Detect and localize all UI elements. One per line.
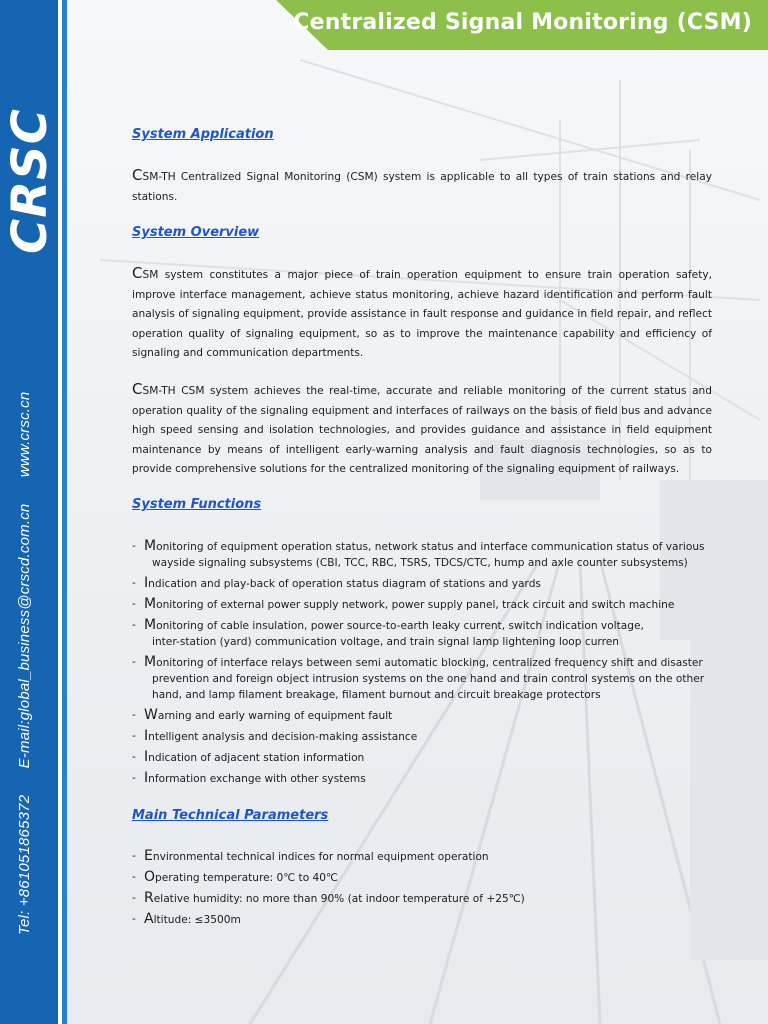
paragraph-text: SM-TH Centralized Signal Monitoring (CSM) system is applicable to all types of train stations and relay stations. xyxy=(132,171,712,203)
drop-cap: I xyxy=(144,575,149,591)
list-item-text: onitoring of cable insulation, power source-to-earth leaky current, switch indication voltage, xyxy=(156,620,644,632)
drop-cap: M xyxy=(144,617,157,633)
functions-list xyxy=(132,538,712,791)
list-item-text: ntelligent analysis and decision-making assistance xyxy=(148,731,418,743)
paragraph-text: SM system constitutes a major piece of train operation equipment to ensure train operation safety, improve interface management, achieve status monitoring, achieve hazard identification and perform fault analysis of signaling equipment, provide assistance in fault response and guidance in field repair, and reflect operation quality of signaling equipment, so as to improve the maintenance capability and efficiency of signaling and communication departments. xyxy=(132,269,712,359)
list-item: - Operating temperature: 0℃ to 40℃ xyxy=(132,869,338,885)
list-item: - Monitoring of cable insulation, power source-to-earth leaky current, switch indication voltage, inter-station (yard) communication voltage, and train signal lamp lightening loop curren xyxy=(132,617,712,650)
list-item: - Indication of adjacent station information xyxy=(132,749,365,765)
parameters-list xyxy=(132,848,712,932)
section-title-parameters: Main Technical Parameters xyxy=(132,808,329,823)
list-item: - Altitude: ≤3500m xyxy=(132,911,241,927)
overview-paragraph-2 xyxy=(132,380,712,480)
paragraph-text: SM-TH CSM system achieves the real-time, accurate and reliable monitoring of the current status and operation quality of the signaling equipment and interfaces of railways on the basis of field bus and advance high speed sensing and isolation technologies, and provides guidance and assistance in field equipment maintenance by means of intelligent early-warning analysis and fault diagnosis technologies, so as to provide comprehensive solutions for the centralized monitoring of the signaling equipment of railways. xyxy=(132,385,712,475)
page-title: Centralized Signal Monitoring (CSM) xyxy=(293,10,752,35)
drop-cap: I xyxy=(144,770,149,786)
drop-cap: O xyxy=(144,869,156,885)
contact-info-vertical xyxy=(16,370,33,935)
list-item: - Relative humidity: no more than 90% (at indoor temperature of +25℃) xyxy=(132,890,525,906)
drop-cap: A xyxy=(144,911,154,927)
section-title-application: System Application xyxy=(132,127,274,142)
drop-cap: M xyxy=(144,596,157,612)
drop-cap: I xyxy=(144,728,149,744)
drop-cap: C xyxy=(132,380,143,398)
drop-cap: M xyxy=(144,654,157,670)
list-item-text: ndication and play-back of operation status diagram of stations and yards xyxy=(148,578,541,590)
drop-cap: I xyxy=(144,749,149,765)
drop-cap: R xyxy=(144,890,154,906)
list-item: - Warning and early warning of equipment fault xyxy=(132,707,393,723)
list-item: - Monitoring of external power supply network, power supply panel, track circuit and switch machine xyxy=(132,596,675,612)
application-paragraph xyxy=(132,166,712,207)
list-item: - Monitoring of interface relays between semi automatic blocking, centralized frequency shift and disaster prevention and foreign object intrusion systems on the one hand and train control systems on the other hand, and lamp filament breakage, filament burnout and circuit breakage protectors xyxy=(132,654,712,703)
list-item-text: ndication of adjacent station information xyxy=(148,752,365,764)
list-item: - Monitoring of equipment operation status, network status and interface communication status of various wayside signaling subsystems (CBI, TCC, RBC, TSRS, TDCS/CTC, hump and axle counter subsystems) xyxy=(132,538,712,571)
list-item-text-continued: prevention and foreign object intrusion systems on the one hand and train control systems on the other xyxy=(152,673,705,685)
list-item-text: arning and early warning of equipment fault xyxy=(157,710,393,722)
drop-cap: M xyxy=(144,538,157,554)
list-item: - Intelligent analysis and decision-making assistance xyxy=(132,728,418,744)
list-item-text: onitoring of equipment operation status, network status and interface communication status of various xyxy=(156,541,705,553)
sidebar-accent-strip xyxy=(62,0,67,1024)
list-item-text: nvironmental technical indices for normal equipment operation xyxy=(152,851,489,863)
list-item-text: onitoring of external power supply network, power supply panel, track circuit and switch machine xyxy=(156,599,675,611)
list-item-text-continued: wayside signaling subsystems (CBI, TCC, RBC, TSRS, TDCS/CTC, hump and axle counter subsystems) xyxy=(152,557,688,569)
contact-email: E-mail:global_business@crscd.com.cn xyxy=(16,503,33,769)
list-item-text-continued: hand, and lamp filament breakage, filament burnout and circuit breakage protectors xyxy=(152,689,601,701)
list-item: - Environmental technical indices for normal equipment operation xyxy=(132,848,489,864)
list-item-text: onitoring of interface relays between semi automatic blocking, centralized frequency shift and disaster xyxy=(156,657,703,669)
section-title-overview: System Overview xyxy=(132,225,260,240)
drop-cap: C xyxy=(132,264,143,282)
svg-text:CRSC: CRSC xyxy=(2,108,58,254)
list-item: - Indication and play-back of operation status diagram of stations and yards xyxy=(132,575,541,591)
drop-cap: W xyxy=(144,707,158,723)
drop-cap: C xyxy=(132,166,143,184)
list-item: - Information exchange with other systems xyxy=(132,770,366,786)
list-item-text-continued: inter-station (yard) communication voltage, and train signal lamp lightening loop curren xyxy=(152,636,619,648)
list-item-text: ltitude: ≤3500m xyxy=(153,914,241,926)
overview-paragraph-1 xyxy=(132,264,712,364)
list-item-text: nformation exchange with other systems xyxy=(148,773,366,785)
list-item-text: perating temperature: 0℃ to 40℃ xyxy=(155,872,338,884)
drop-cap: E xyxy=(144,848,153,864)
crsc-logo xyxy=(2,92,58,262)
section-title-functions: System Functions xyxy=(132,497,262,512)
list-item-text: elative humidity: no more than 90% (at indoor temperature of +25℃) xyxy=(153,893,525,905)
contact-tel: Tel: +861051865372 xyxy=(16,794,33,935)
contact-website: www.crsc.cn xyxy=(16,391,33,478)
